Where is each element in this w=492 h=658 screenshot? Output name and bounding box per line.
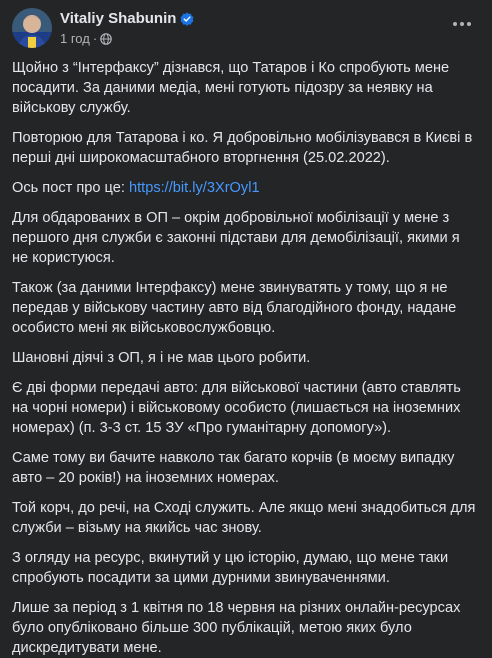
globe-icon[interactable]: [100, 33, 112, 45]
avatar[interactable]: [12, 8, 52, 48]
more-options-icon[interactable]: [446, 12, 478, 36]
post-paragraph: Для обдарованих в ОП – окрім добровільної мобілізації у мене з першого дня служби є законні підстави для демобілізації, якими я не користуюся.: [12, 210, 460, 266]
post-paragraph: Саме тому ви бачите навколо так багато корчів (в моєму випадку авто – 20 років!) на іноземних номерах.: [12, 450, 455, 486]
post-header: [12, 0, 476, 56]
post-link-paragraph: [12, 178, 476, 198]
post-paragraph: Лише за період з 1 квітня по 18 червня на різних онлайн-ресурсах було опубліковано більше 300 публікацій, метою яких було дискредитувати мене.: [12, 600, 461, 656]
post-paragraph: З огляду на ресурс, вкинутий у цю історію, думаю, що мене таки спробують посадити за цими дурними звинуваченнями.: [12, 550, 449, 586]
post-body: [12, 58, 476, 658]
post-paragraph: Також (за даними Інтерфаксу) мене звинуватять у тому, що я не передав у військову частину авто від благодійного фонду, надане особисто мені як військовослужбовцю.: [12, 280, 457, 336]
author-name[interactable]: Vitaliy Shabunin: [60, 10, 177, 27]
post-paragraph: Той корч, до речі, на Сході служить. Але якщо мені знадобиться для служби – візьму на якийсь час знову.: [12, 500, 476, 536]
verified-badge-icon: [180, 12, 194, 26]
post-paragraph: Повторюю для Татарова і ко. Я добровільно мобілізувався в Києві в перші дні широкомасштабного вторгнення (25.02.2022).: [12, 130, 473, 166]
post-link[interactable]: https://bit.ly/3XrOyl1: [128, 180, 260, 196]
author-row: [60, 10, 194, 28]
post-paragraph: Є дві форми передачі авто: для військової частини (авто ставлять на чорні номери) і військовому особисто (лишається на іноземних номерах) (п. 3-3 ст. 15 ЗУ «Про гуманітарну допомогу»).: [12, 380, 461, 436]
post-meta: [60, 8, 194, 46]
post-time[interactable]: 1 год: [60, 31, 90, 46]
avatar-image: [12, 8, 52, 48]
post-subline: [60, 31, 194, 46]
post-paragraph: Шановні діячі з ОП, я і не мав цього робити.: [12, 350, 311, 366]
link-prefix: Ось пост про це:: [12, 180, 129, 196]
separator-dot: ·: [92, 31, 98, 46]
post-paragraph: Щойно з “Інтерфаксу” дізнався, що Татаров і Ко спробують мене посадити. За даними медіа, мені готують підозру за неявку на військову службу.: [12, 60, 450, 116]
